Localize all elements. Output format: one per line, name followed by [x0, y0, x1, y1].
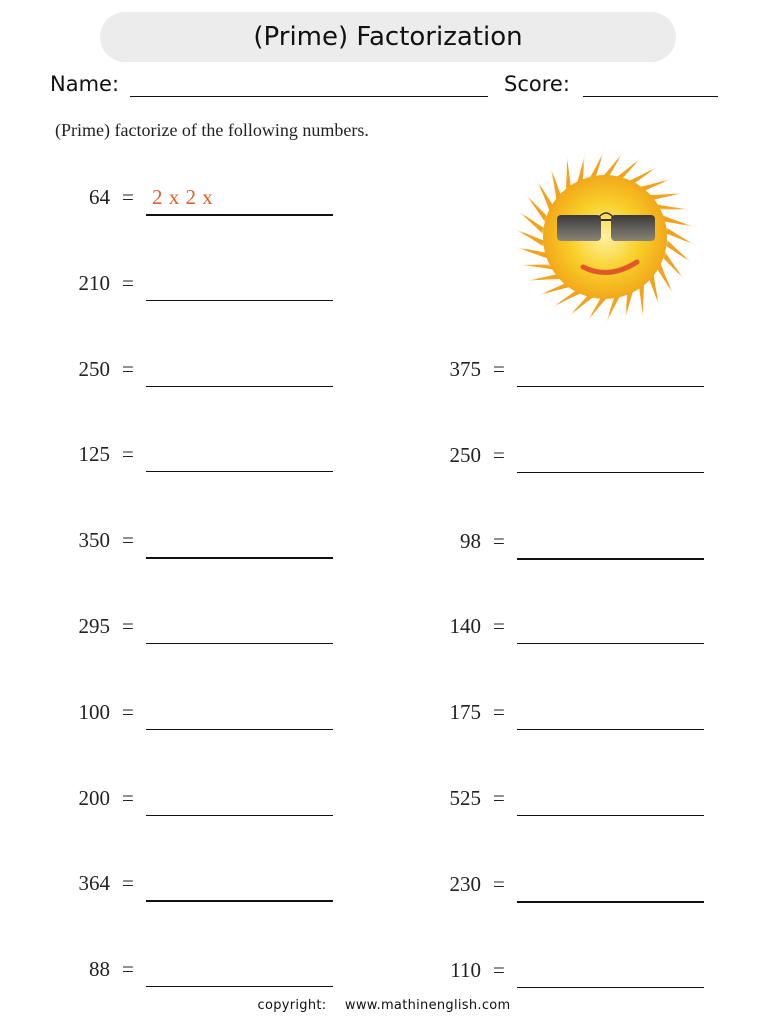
problem-number: 210	[78, 270, 110, 295]
answer-field[interactable]	[517, 729, 704, 730]
equals-sign: =	[122, 785, 134, 810]
problem-number: 100	[78, 699, 110, 724]
answer-field[interactable]	[517, 815, 704, 816]
title-banner	[100, 12, 676, 62]
equals-sign: =	[493, 957, 505, 982]
problem-number: 200	[78, 785, 110, 810]
footer	[0, 998, 768, 1013]
equals-sign: =	[122, 270, 134, 295]
answer-field[interactable]	[517, 987, 704, 988]
problem-number: 364	[78, 871, 110, 896]
equals-sign: =	[122, 871, 134, 896]
problem-number: 250	[78, 356, 110, 381]
equals-sign: =	[122, 614, 134, 638]
equals-sign: =	[122, 356, 134, 381]
problem-number: 295	[78, 614, 110, 638]
website-link[interactable]: www.mathinenglish.com	[344, 998, 511, 1013]
problem-row	[0, 443, 768, 483]
problem-number: 110	[450, 957, 481, 982]
example-answer: 2 x 2 x	[152, 185, 214, 209]
problem-row	[0, 614, 768, 654]
answer-field[interactable]	[517, 386, 704, 387]
problem-row	[0, 529, 768, 569]
name-field[interactable]	[130, 96, 488, 97]
problem-number: 250	[449, 442, 481, 467]
equals-sign: =	[493, 442, 505, 467]
equals-sign: =	[493, 528, 505, 553]
name-label: Name:	[50, 72, 120, 96]
instructions: (Prime) factorize of the following numbers.	[55, 120, 369, 140]
equals-sign: =	[493, 700, 505, 725]
equals-sign: =	[493, 786, 505, 810]
problem-row	[0, 700, 768, 740]
problem-number: 125	[78, 442, 110, 467]
equals-sign: =	[122, 957, 134, 982]
copyright-label: copyright:	[257, 998, 327, 1013]
page-title: (Prime) Factorization	[253, 22, 523, 52]
equals-sign: =	[122, 442, 134, 467]
score-label: Score:	[504, 72, 570, 96]
problem-number: 230	[449, 871, 481, 896]
answer-field[interactable]	[517, 901, 704, 903]
problem-number: 525	[449, 786, 481, 810]
problem-number: 375	[449, 357, 481, 381]
sun-with-sunglasses-icon	[505, 142, 705, 332]
problem-number: 140	[449, 614, 481, 639]
answer-field[interactable]	[517, 558, 704, 560]
equals-sign: =	[493, 357, 505, 381]
problem-number: 350	[78, 528, 110, 553]
problem-number: 175	[449, 700, 481, 725]
score-field[interactable]	[583, 96, 718, 97]
problem-row	[0, 872, 768, 912]
answer-field[interactable]	[517, 643, 704, 644]
problem-number: 64	[89, 185, 110, 209]
equals-sign: =	[122, 528, 134, 553]
equals-sign: =	[493, 614, 505, 639]
problem-row	[0, 786, 768, 826]
answer-field[interactable]	[517, 472, 704, 473]
problem-row	[0, 958, 768, 998]
problem-number: 98	[460, 528, 481, 553]
problem-number: 88	[89, 957, 110, 982]
equals-sign: =	[493, 871, 505, 896]
answer-field[interactable]	[146, 300, 333, 301]
equals-sign: =	[122, 699, 134, 724]
problem-row	[0, 357, 768, 397]
equals-sign: =	[122, 185, 134, 209]
answer-field[interactable]	[146, 185, 333, 216]
